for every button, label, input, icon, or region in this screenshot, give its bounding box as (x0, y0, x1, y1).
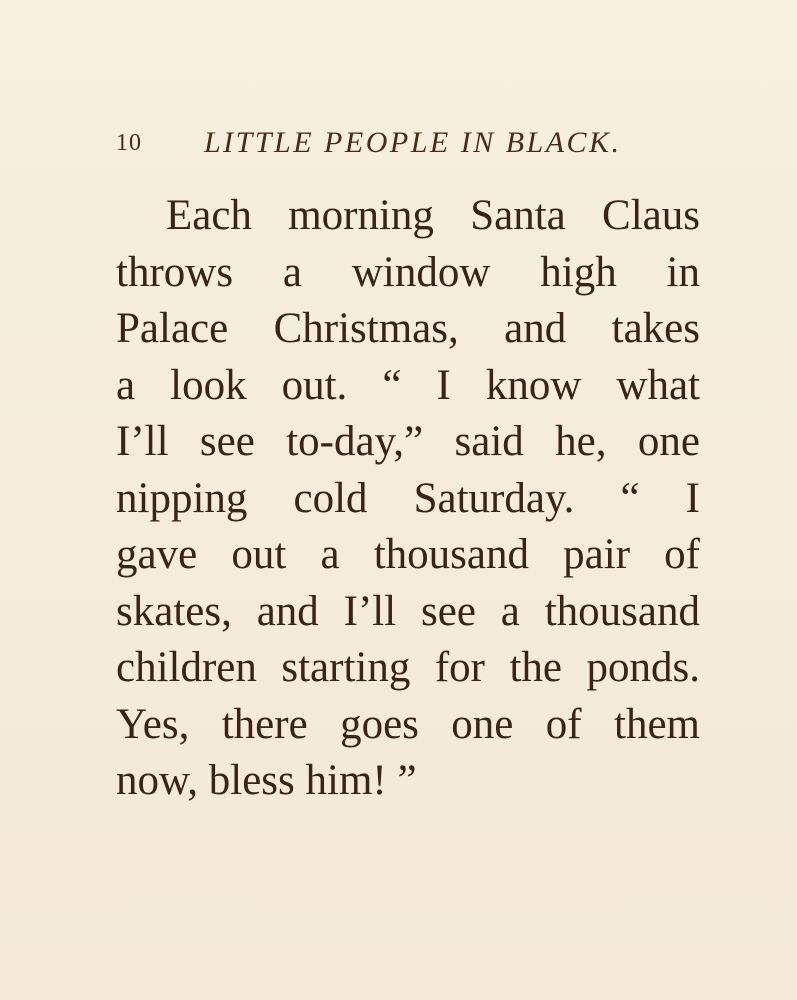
text-line: Each morning Santa Claus (166, 192, 700, 239)
text-line: I’ll see to-day,” said he, one (116, 418, 700, 465)
page-number: 10 (116, 130, 142, 156)
body-paragraph (116, 188, 700, 810)
text-line: gave out a thousand pair of (116, 531, 700, 578)
text-line: nipping cold Saturday. “ I (116, 474, 700, 522)
text-line: throws a window high in (116, 248, 700, 296)
running-head (116, 126, 716, 166)
text-line: children starting for the ponds. (116, 644, 700, 691)
text-line: a look out. “ I know what (116, 361, 700, 409)
text-line: now, bless him! ” (116, 757, 417, 804)
text-line: skates, and I’ll see a thousand (116, 587, 700, 635)
text-line: Palace Christmas, and takes (116, 305, 700, 352)
text-line: Yes, there goes one of them (116, 700, 700, 748)
running-title: LITTLE PEOPLE IN BLACK. (204, 126, 622, 159)
